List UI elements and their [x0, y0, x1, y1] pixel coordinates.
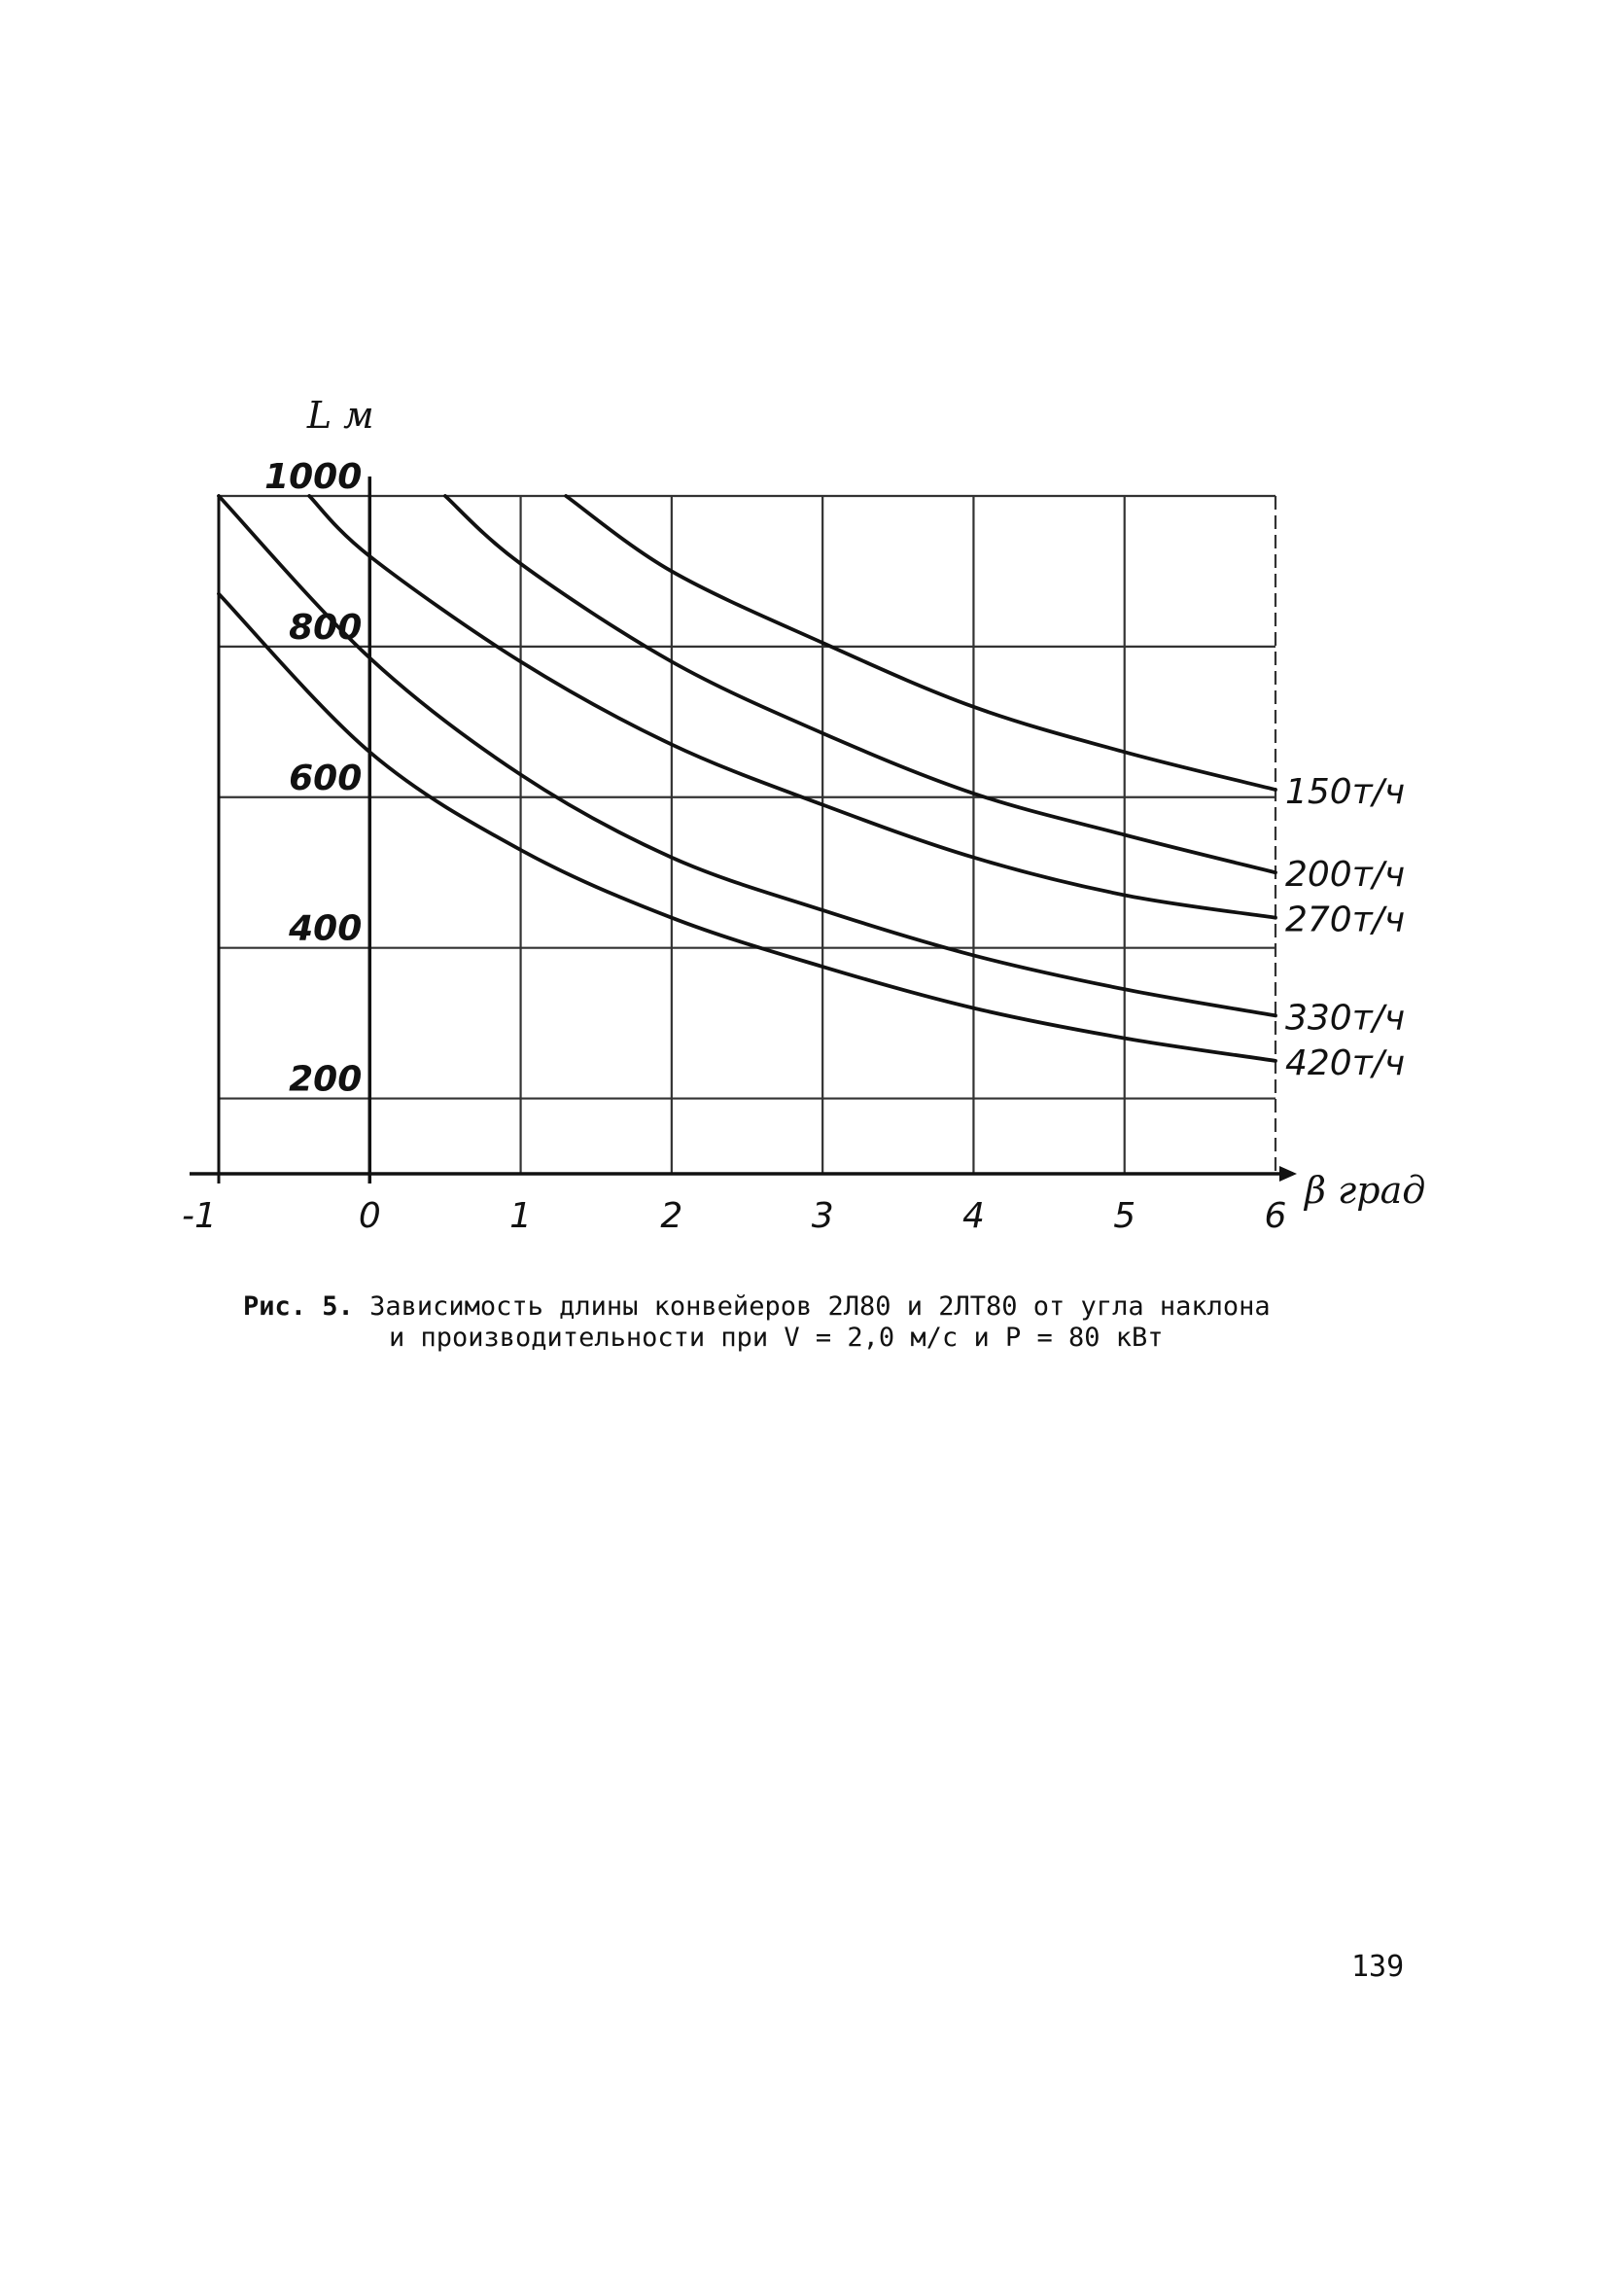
series-label-4: 330т/ч [1285, 998, 1406, 1039]
series-label-1: 150т/ч [1285, 772, 1406, 813]
y-axis-title: L м [306, 394, 374, 437]
grid [219, 496, 1275, 1174]
y-tick-label: 200 [289, 1059, 363, 1100]
figure-caption [243, 1291, 1410, 1354]
y-tick-label: 1000 [264, 457, 363, 497]
series-line-3 [309, 496, 1275, 918]
y-tick-label: 400 [289, 908, 363, 949]
series-label-3: 270т/ч [1285, 900, 1406, 940]
figure-number: Рис. 5. [243, 1291, 354, 1322]
x-tick-label: -1 [182, 1196, 217, 1236]
series-label-2: 200т/ч [1285, 855, 1406, 896]
x-tick-label: 4 [961, 1196, 985, 1236]
x-tick-label: 6 [1264, 1196, 1287, 1236]
y-tick-label: 600 [289, 758, 363, 798]
x-tick-label: 5 [1113, 1196, 1136, 1236]
series-line-4 [219, 496, 1275, 1015]
series-label-5: 420т/ч [1285, 1042, 1406, 1083]
x-tick-label: 1 [509, 1196, 533, 1236]
page-number: 139 [1351, 1950, 1405, 1984]
caption-text-1: Зависимость длины конвейеров 2Л80 и 2ЛТ80 от угла наклона [369, 1291, 1271, 1322]
x-axis-title: β град [1305, 1169, 1426, 1212]
caption-line-1 [243, 1291, 1410, 1323]
series-group [219, 496, 1275, 1061]
caption-text-2: и производительности при V = 2,0 м/с и P = 80 кВт [389, 1323, 1164, 1353]
x-tick-label: 2 [660, 1196, 683, 1236]
y-tick-label: 800 [289, 607, 363, 648]
x-tick-label: 0 [358, 1196, 381, 1236]
x-axis-arrow [1279, 1166, 1297, 1182]
x-tick-label: 3 [811, 1196, 834, 1236]
series-line-2 [445, 496, 1275, 872]
